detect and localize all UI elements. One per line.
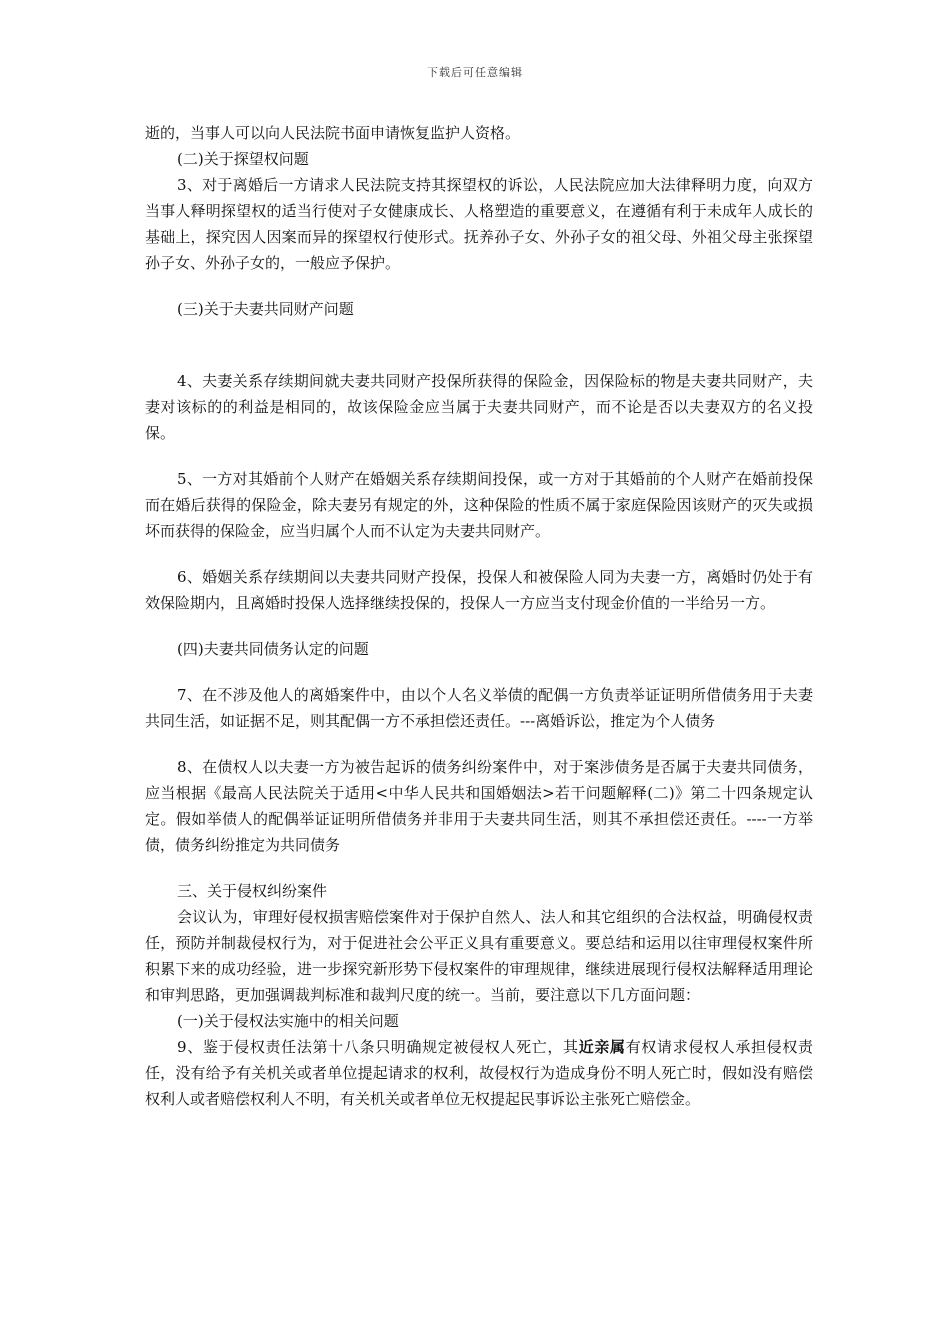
paragraph-meeting-opinion: 会议认为，审理好侵权损害赔偿案件对于保护自然人、法人和其它组织的合法权益，明确侵权责任，预防并制裁侵权行为，对于促进社会公平正义具有重要意义。要总结和运用以往审理侵权案件所积累下来的成功经验，进一步探究新形势下侵权案件的审理规律，继续进展现行侵权法解释适用理论和审判思路，更加强调裁判标准和裁判尺度的统一。当前，要注意以下几方面问题：	[145, 908, 813, 1004]
close-relatives-bold: 近亲属	[578, 1038, 626, 1056]
paragraph-item-3: 3、对于离婚后一方请求人民法院支持其探望权的诉讼，人民法院应加大法律释明力度，向双方当事人释明探望权的适当行使对子女健康成长、人格塑造的重要意义，在遵循有利于未成年人成长的基础上，探究因人因案而异的探望权行使形式。抚养孙子女、外孙子女的祖父母、外祖父母主张探望孙子女、外孙子女的，一般应予保护。	[145, 176, 813, 272]
heading-joint-property: (三)关于夫妻共同财产问题	[177, 300, 354, 318]
document-body	[145, 120, 813, 1112]
paragraph-item-9	[145, 1034, 813, 1112]
paragraph-item-7: 7、在不涉及他人的离婚案件中，由以个人名义举债的配偶一方负责举证证明所借债务用于夫妻共同生活，如证据不足，则其配偶一方不承担偿还责任。---离婚诉讼，推定为个人债务	[145, 686, 813, 730]
heading-joint-debt: (四)夫妻共同债务认定的问题	[177, 640, 369, 658]
paragraph-item-8: 8、在债权人以夫妻一方为被告起诉的债务纠纷案件中，对于案涉债务是否属于夫妻共同债务，应当根据《最高人民法院关于适用<中华人民共和国婚姻法>若干问题解释(二)》第二十四条规定认定。假如举债人的配偶举证证明所借债务并非用于夫妻共同生活，则其不承担偿还责任。----一方举债，债务纠纷推定为共同债务	[145, 758, 813, 854]
heading-tort-law-implementation: (一)关于侵权法实施中的相关问题	[177, 1012, 399, 1030]
paragraph-item-5: 5、一方对其婚前个人财产在婚姻关系存续期间投保，或一方对于其婚前的个人财产在婚前投保而在婚后获得的保险金，除夫妻另有规定的外，这种保险的性质不属于家庭保险因该财产的灭失或损坏而获得的保险金，应当归属个人而不认定为夫妻共同财产。	[145, 470, 813, 540]
heading-visitation-rights: (二)关于探望权问题	[177, 150, 309, 168]
page-header: 下载后可任意编辑	[427, 66, 523, 79]
paragraph-item-9-post: 有权请求侵权人承担侵权责任，没有给予有关机关或者单位提起请求的权利，故侵权行为造成身份不明人死亡时，假如没有赔偿权利人或者赔偿权利人不明，有关机关或者单位无权提起民事诉讼主张死亡赔偿金。	[145, 1038, 813, 1108]
paragraph-item-6: 6、婚姻关系存续期间以夫妻共同财产投保，投保人和被保险人同为夫妻一方，离婚时仍处于有效保险期内，且离婚时投保人选择继续投保的，投保人一方应当支付现金价值的一半给另一方。	[145, 568, 813, 612]
paragraph-guardian-restore: 逝的，当事人可以向人民法院书面申请恢复监护人资格。	[145, 124, 521, 142]
paragraph-item-9-pre: 9、鉴于侵权责任法第十八条只明确规定被侵权人死亡，其	[177, 1038, 579, 1056]
heading-tort-cases: 三、关于侵权纠纷案件	[177, 882, 328, 900]
paragraph-item-4: 4、夫妻关系存续期间就夫妻共同财产投保所获得的保险金，因保险标的物是夫妻共同财产，夫妻对该标的的利益是相同的，故该保险金应当属于夫妻共同财产，而不论是否以夫妻双方的名义投保。	[145, 372, 813, 442]
